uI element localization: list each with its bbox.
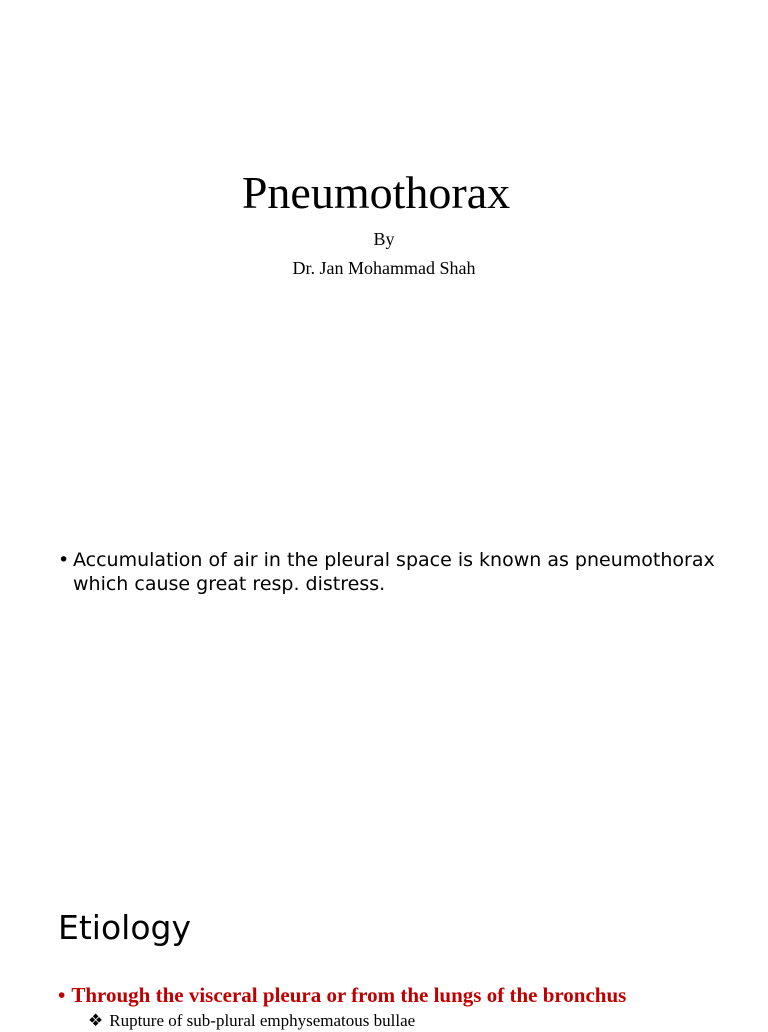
etiology-bullet bbox=[58, 982, 626, 1008]
etiology-sub-bullet bbox=[88, 1010, 415, 1032]
subtitle-by: By bbox=[373, 229, 395, 249]
bullet-dot-icon: • bbox=[58, 549, 70, 571]
etiology-slide bbox=[0, 880, 768, 1030]
diamond-bullet-icon: ❖ bbox=[88, 1011, 104, 1030]
etiology-bullet-text: Through the visceral pleura or from the lungs of the bronchus bbox=[71, 983, 627, 1007]
bullet-dot-icon: • bbox=[58, 983, 66, 1007]
etiology-sub-text: Rupture of sub-plural emphysematous bullae bbox=[109, 1011, 416, 1030]
definition-slide bbox=[0, 340, 768, 880]
subtitle-author: Dr. Jan Mohammad Shah bbox=[292, 258, 476, 278]
definition-text: Accumulation of air in the pleural space is known as pneumothorax which cause great resp. distress. bbox=[73, 549, 715, 595]
definition-bullet bbox=[58, 548, 718, 596]
etiology-heading: Etiology bbox=[58, 908, 191, 947]
title-slide bbox=[0, 0, 768, 340]
slide-title: Pneumothorax bbox=[241, 167, 511, 218]
